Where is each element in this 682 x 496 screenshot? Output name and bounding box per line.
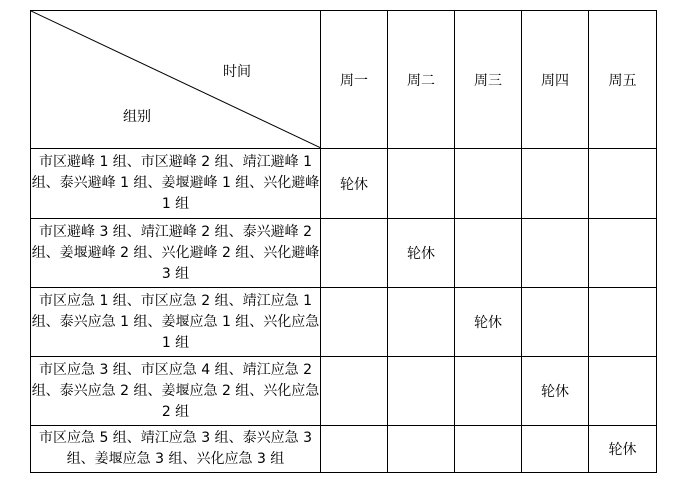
table-row (31, 149, 657, 219)
empty-cell (455, 426, 522, 473)
diagonal-divider (31, 11, 321, 148)
empty-cell (321, 219, 388, 288)
group-cell: 市区避峰 3 组、靖江避峰 2 组、泰兴避峰 2 组、姜堰避峰 2 组、兴化避峰 2 组、兴化避峰 3 组 (31, 219, 321, 288)
day-header-mon: 周一 (321, 11, 388, 149)
empty-cell (522, 426, 589, 473)
empty-cell (589, 288, 657, 357)
empty-cell (321, 357, 388, 426)
empty-cell (388, 288, 455, 357)
group-cell: 市区应急 3 组、市区应急 4 组、靖江应急 2 组、泰兴应急 2 组、姜堰应急 2 组、兴化应急 2 组 (31, 357, 321, 426)
table-row (31, 288, 657, 357)
empty-cell (388, 357, 455, 426)
group-cell: 市区应急 5 组、靖江应急 3 组、泰兴应急 3 组、姜堰应急 3 组、兴化应急 3 组 (31, 426, 321, 473)
empty-cell (522, 288, 589, 357)
rest-cell: 轮休 (522, 357, 589, 426)
empty-cell (455, 149, 522, 219)
empty-cell (321, 426, 388, 473)
header-corner-cell (31, 11, 321, 149)
time-label: 时间 (223, 64, 251, 80)
empty-cell (589, 219, 657, 288)
table-row (31, 357, 657, 426)
empty-cell (522, 219, 589, 288)
group-cell: 市区应急 1 组、市区应急 2 组、靖江应急 1 组、泰兴应急 1 组、姜堰应急 1 组、兴化应急 1 组 (31, 288, 321, 357)
empty-cell (589, 149, 657, 219)
rest-cell: 轮休 (321, 149, 388, 219)
day-header-thu: 周四 (522, 11, 589, 149)
table-row (31, 219, 657, 288)
empty-cell (589, 357, 657, 426)
rest-cell: 轮休 (589, 426, 657, 473)
group-label: 组别 (123, 109, 151, 125)
day-header-tue: 周二 (388, 11, 455, 149)
rest-cell: 轮休 (455, 288, 522, 357)
rest-cell: 轮休 (388, 219, 455, 288)
empty-cell (388, 149, 455, 219)
header-row (31, 11, 657, 149)
rotation-schedule-table (30, 10, 657, 473)
day-header-fri: 周五 (589, 11, 657, 149)
group-cell: 市区避峰 1 组、市区避峰 2 组、靖江避峰 1 组、泰兴避峰 1 组、姜堰避峰 1 组、兴化避峰 1 组 (31, 149, 321, 219)
empty-cell (522, 149, 589, 219)
empty-cell (455, 219, 522, 288)
day-header-wed: 周三 (455, 11, 522, 149)
empty-cell (321, 288, 388, 357)
empty-cell (388, 426, 455, 473)
empty-cell (455, 357, 522, 426)
table-row (31, 426, 657, 473)
